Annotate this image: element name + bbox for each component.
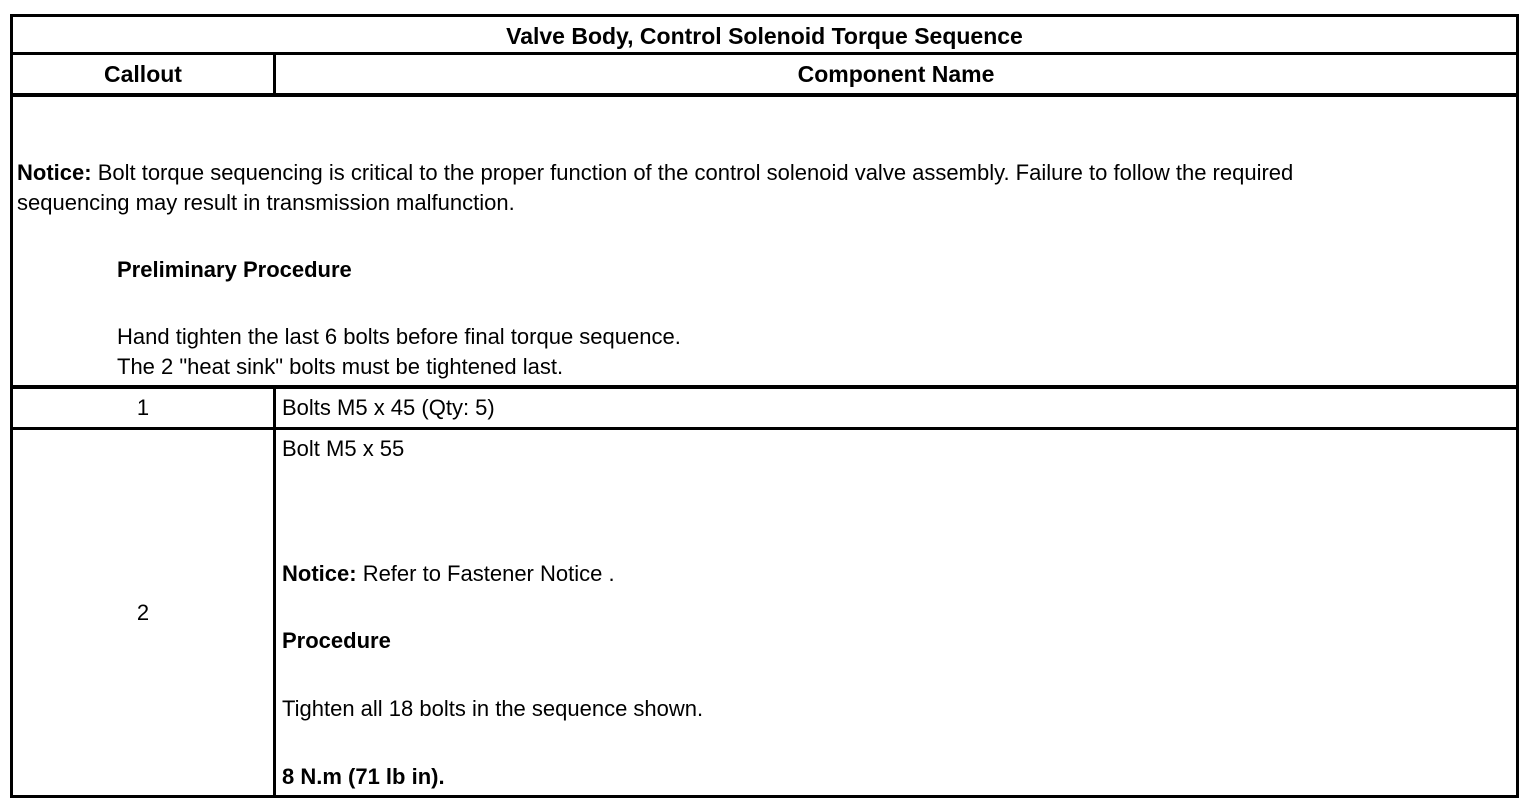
table-row bbox=[13, 389, 1516, 430]
component-cell bbox=[276, 389, 1516, 427]
callout-number: 1 bbox=[136, 395, 150, 420]
header-row bbox=[13, 55, 1516, 97]
notice-label: Notice: bbox=[17, 160, 92, 185]
component-name: Bolt M5 x 55 bbox=[282, 436, 405, 461]
preliminary-step-2: The 2 "heat sink" bolts must be tightened last. bbox=[117, 354, 564, 379]
header-component-name: Component Name bbox=[797, 61, 995, 87]
notice-line-2: sequencing may result in transmission malfunction. bbox=[17, 190, 515, 215]
header-callout: Callout bbox=[13, 55, 276, 93]
fastener-notice bbox=[282, 561, 615, 587]
table-row bbox=[13, 430, 1516, 795]
torque-spec: 8 N.m (71 lb in). bbox=[282, 764, 445, 789]
component-cell bbox=[276, 430, 1516, 795]
notice-text-1: Bolt torque sequencing is critical to the proper function of the control solenoid valve assembly. Failure to follow the required bbox=[97, 160, 1294, 185]
notice-text: Refer to Fastener Notice . bbox=[362, 561, 615, 586]
notice-block bbox=[13, 97, 1516, 389]
procedure-heading: Procedure bbox=[282, 628, 391, 653]
callout-number: 2 bbox=[136, 600, 150, 625]
preliminary-procedure-heading: Preliminary Procedure bbox=[117, 257, 352, 282]
preliminary-step-1: Hand tighten the last 6 bolts before final torque sequence. bbox=[117, 324, 681, 349]
procedure-step: Tighten all 18 bolts in the sequence shown. bbox=[282, 696, 704, 721]
notice-label: Notice: bbox=[282, 561, 357, 586]
table-title: Valve Body, Control Solenoid Torque Sequence bbox=[13, 17, 1516, 55]
callout-cell bbox=[13, 389, 276, 427]
notice-line-1 bbox=[17, 158, 1293, 188]
torque-sequence-table bbox=[10, 14, 1519, 798]
component-name: Bolts M5 x 45 (Qty: 5) bbox=[282, 395, 495, 420]
callout-cell bbox=[13, 430, 276, 795]
